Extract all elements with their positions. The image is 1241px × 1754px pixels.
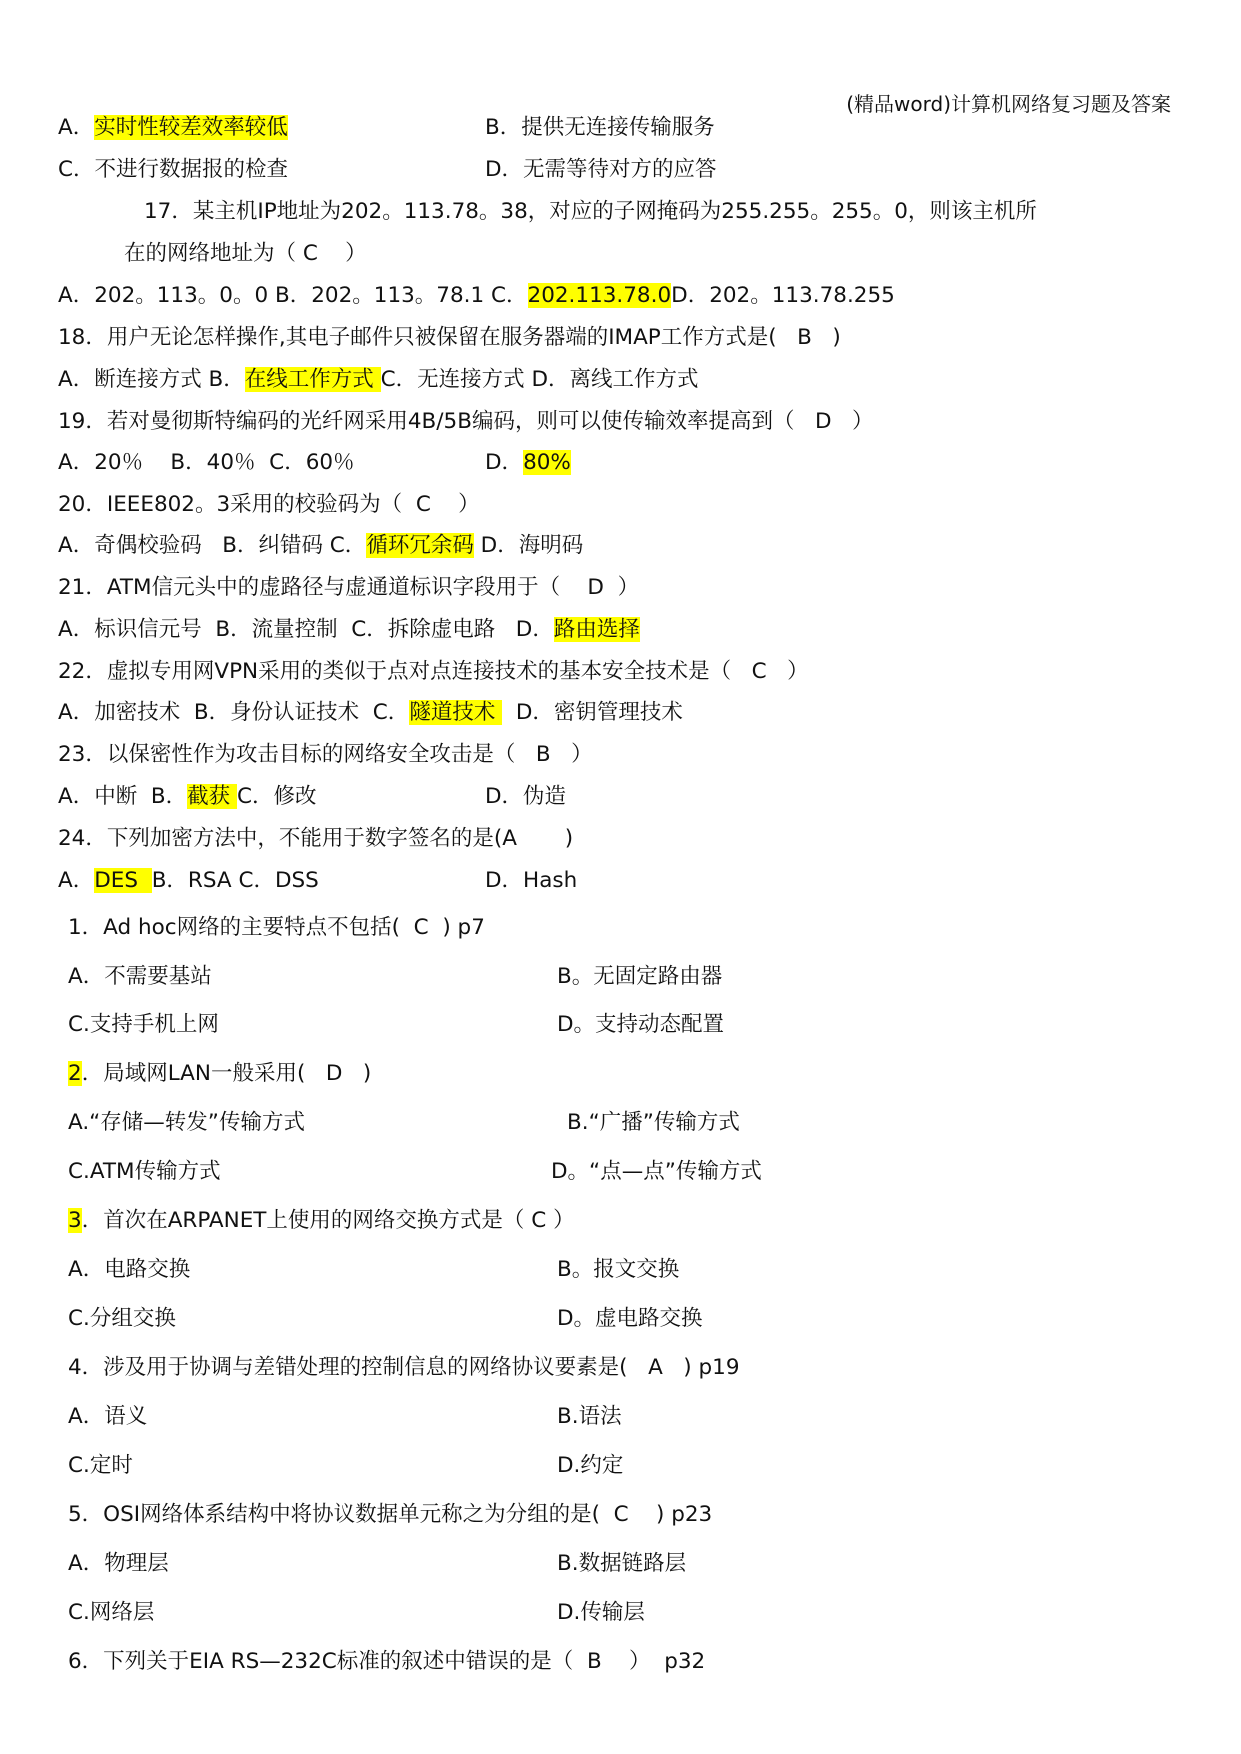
text-line — [68, 1206, 575, 1236]
text-segment: A．物理层 — [68, 1551, 169, 1576]
text-segment: A．电路交换 — [68, 1257, 191, 1282]
text-line — [557, 1255, 679, 1285]
text-line — [68, 1108, 305, 1138]
text-line — [58, 573, 639, 603]
text-segment: B.语法 — [557, 1404, 622, 1429]
text-line — [68, 1598, 154, 1628]
text-segment: 21．ATM信元头中的虚路径与虚通道标识字段用于（ D ） — [58, 575, 640, 600]
text-segment: 17．某主机IP地址为202。113.78。38，对应的子网掩码为255.255。255。0，则该主机所 — [144, 199, 1037, 224]
text-segment: C.定时 — [68, 1453, 133, 1478]
text-segment: A． — [58, 115, 95, 140]
text-segment: D．伪造 — [485, 784, 567, 809]
text-line — [557, 1010, 724, 1040]
text-segment: ．局域网LAN一般采用( D ) — [81, 1061, 372, 1086]
text-line — [557, 1549, 686, 1579]
highlighted-answer: 实时性较差效率较低 — [94, 115, 288, 140]
text-segment: D.传输层 — [557, 1600, 645, 1625]
highlighted-answer: 在线工作方式 — [244, 367, 381, 392]
text-segment: A．中断 B． — [58, 784, 188, 809]
text-line — [58, 448, 355, 478]
text-segment: ．首次在ARPANET上使用的网络交换方式是（ C ） — [81, 1208, 575, 1233]
text-segment: C.分组交换 — [68, 1306, 176, 1331]
highlighted-answer: 截获 — [187, 784, 237, 809]
text-line — [124, 239, 367, 269]
text-line — [58, 281, 895, 311]
text-segment: B。报文交换 — [557, 1257, 680, 1282]
text-segment: D． — [485, 450, 524, 475]
text-line — [58, 698, 683, 728]
text-segment: D．无需等待对方的应答 — [485, 157, 717, 182]
text-line — [58, 490, 480, 520]
text-line — [58, 407, 874, 437]
text-segment: A．20％ B．40％ C．60％ — [58, 450, 355, 475]
text-line — [485, 448, 571, 478]
text-segment: 6．下列关于EIA RS—232C标准的叙述中错误的是（ B ） p32 — [68, 1649, 706, 1674]
text-segment: C．修改 — [236, 784, 317, 809]
text-line — [68, 1010, 219, 1040]
text-line — [68, 1059, 371, 1089]
text-segment: 1．Ad hoc网络的主要特点不包括( C ) p7 — [68, 915, 485, 940]
text-line — [485, 866, 577, 896]
highlighted-answer: 3 — [68, 1208, 82, 1233]
text-line — [485, 113, 715, 143]
text-line — [551, 1157, 762, 1187]
text-segment: D。支持动态配置 — [557, 1012, 725, 1037]
text-line — [485, 155, 717, 185]
text-segment: 22．虚拟专用网VPN采用的类似于点对点连接技术的基本安全技术是（ C ） — [58, 659, 809, 684]
text-line — [68, 1451, 133, 1481]
text-segment: A．加密技术 B．身份认证技术 C． — [58, 700, 410, 725]
text-segment: A.“存储—转发”传输方式 — [68, 1110, 305, 1135]
text-segment: A．标识信元号 B．流量控制 C．拆除虚电路 D． — [58, 617, 554, 642]
text-line — [58, 824, 573, 854]
text-segment: B.“广播”传输方式 — [567, 1110, 740, 1135]
text-line — [557, 1304, 703, 1334]
text-line — [557, 962, 722, 992]
text-line — [68, 962, 212, 992]
text-line — [557, 1451, 623, 1481]
text-line — [58, 113, 288, 143]
text-line — [68, 1402, 147, 1432]
text-segment: 4．涉及用于协调与差错处理的控制信息的网络协议要素是( A ) p19 — [68, 1355, 740, 1380]
text-line — [58, 615, 640, 645]
text-segment: B。无固定路由器 — [557, 964, 723, 989]
text-line — [567, 1108, 740, 1138]
page-header-title: (精品word)计算机网络复习题及答案 — [846, 92, 1171, 116]
text-segment: C．不进行数据报的检查 — [58, 157, 289, 182]
text-segment: D.约定 — [557, 1453, 624, 1478]
text-segment: A．语义 — [68, 1404, 148, 1429]
text-line — [58, 782, 317, 812]
text-segment: A．不需要基站 — [68, 964, 212, 989]
highlighted-answer: 202.113.78.0 — [527, 283, 672, 308]
text-segment: 20．IEEE802。3采用的校验码为（ C ） — [58, 492, 480, 517]
text-segment: A．断连接方式 B． — [58, 367, 245, 392]
text-line — [68, 1157, 221, 1187]
text-line — [68, 1304, 176, 1334]
text-segment: 在的网络地址为（ C ） — [124, 241, 367, 266]
text-line — [58, 866, 319, 896]
text-segment: A． — [58, 868, 95, 893]
text-segment: B．提供无连接传输服务 — [485, 115, 715, 140]
text-line — [58, 365, 699, 395]
highlighted-answer: 路由选择 — [553, 617, 640, 642]
text-segment: C.网络层 — [68, 1600, 155, 1625]
text-segment: A．202。113。0。0 B．202。113。78.1 C． — [58, 283, 528, 308]
text-segment: D．Hash — [485, 868, 578, 893]
highlighted-answer: DES — [94, 868, 152, 893]
text-segment: 18．用户无论怎样操作,其电子邮件只被保留在服务器端的IMAP工作方式是( B ) — [58, 325, 841, 350]
text-line — [68, 1549, 169, 1579]
text-line — [68, 1255, 190, 1285]
text-segment: 24．下列加密方法中，不能用于数字签名的是(A ) — [58, 826, 574, 851]
text-line — [485, 782, 566, 812]
text-segment: D．海明码 — [473, 533, 584, 558]
text-line — [58, 657, 809, 687]
text-segment: C.支持手机上网 — [68, 1012, 219, 1037]
highlighted-answer: 隧道技术 — [409, 700, 503, 725]
text-line — [58, 155, 288, 185]
text-segment: D．202。113.78.255 — [671, 283, 895, 308]
text-segment: 19．若对曼彻斯特编码的光纤网采用4B/5B编码，则可以使传输效率提高到（ D ） — [58, 409, 874, 434]
text-segment: 23．以保密性作为攻击目标的网络安全攻击是（ B ） — [58, 742, 593, 767]
text-line — [144, 197, 1037, 227]
text-segment: C．无连接方式 D．离线工作方式 — [380, 367, 699, 392]
text-segment: D．密钥管理技术 — [502, 700, 683, 725]
text-segment: D。虚电路交换 — [557, 1306, 703, 1331]
text-line — [68, 1353, 740, 1383]
text-line — [58, 531, 583, 561]
text-segment: B.数据链路层 — [557, 1551, 687, 1576]
text-line — [557, 1402, 622, 1432]
text-line — [68, 1647, 705, 1677]
highlighted-answer: 80% — [523, 450, 571, 475]
highlighted-answer: 循环冗余码 — [366, 533, 474, 558]
text-line — [68, 913, 485, 943]
text-line — [557, 1598, 645, 1628]
text-line — [58, 323, 841, 353]
text-line — [68, 1500, 712, 1530]
text-segment: D。“点—点”传输方式 — [551, 1159, 762, 1184]
text-segment: B．RSA C．DSS — [151, 868, 319, 893]
highlighted-answer: 2 — [68, 1061, 82, 1086]
text-segment: 5．OSI网络体系结构中将协议数据单元称之为分组的是( C ) p23 — [68, 1502, 713, 1527]
text-segment: A．奇偶校验码 B．纠错码 C． — [58, 533, 367, 558]
text-segment: C.ATM传输方式 — [68, 1159, 221, 1184]
text-line — [58, 740, 593, 770]
